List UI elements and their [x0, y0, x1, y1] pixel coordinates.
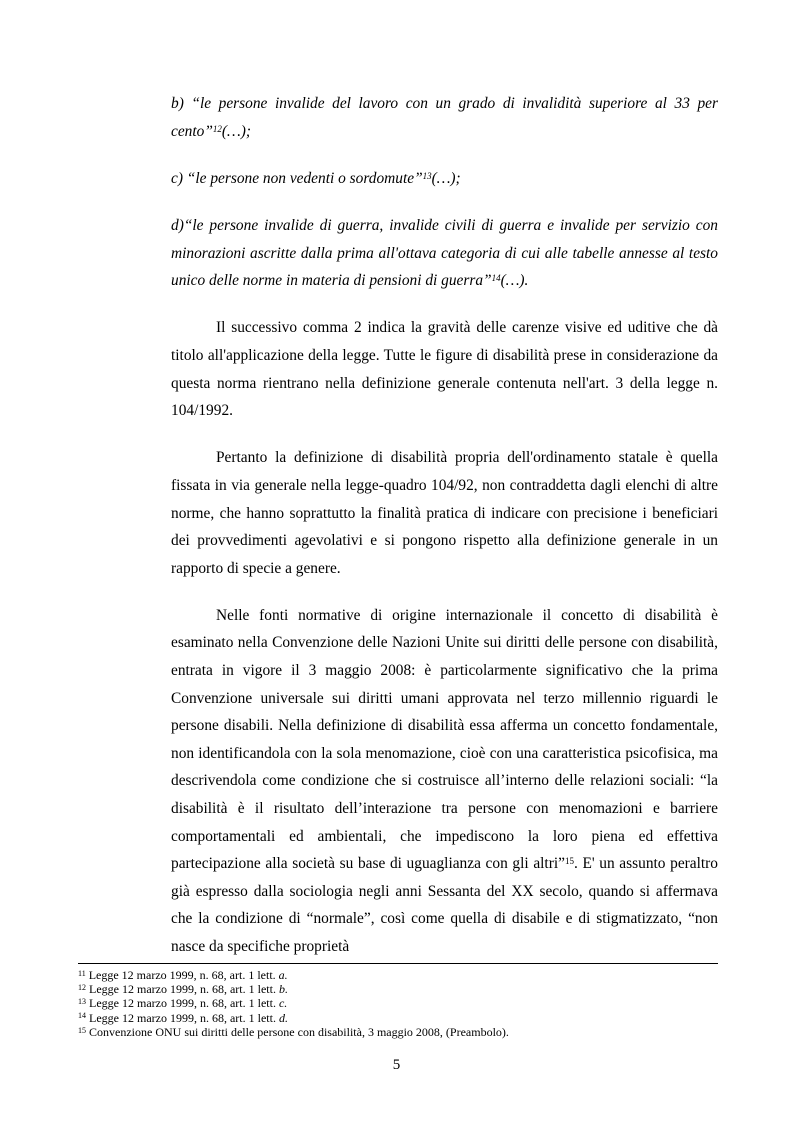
footnote-14: $^{14}$ Legge 12 marzo 1999, n. 68, art. 1 lett. d. — [78, 1010, 288, 1025]
footnote-15: $^{15}$ Convenzione ONU sui diritti delle persone con disabilità, 3 maggio 2008, (Preambolo). — [78, 1024, 509, 1039]
footnote-ref-14[interactable]: 14 — [491, 273, 501, 284]
footnote-ref-15[interactable]: 15 — [564, 856, 574, 867]
paragraph-fonti-internazionali: Nelle fonti normative di origine internazionale il concetto di disabilità è esaminato nella Convenzione delle Nazioni Unite sui diritti delle persone con disabilità, entrata in vigore il 3 maggio 2008: è particolarmente significativo che la prima Convenzione universale sui diritti umani approvata nel terzo millennio riguardi le persone disabili. Nella definizione di disabilità essa afferma un concetto fondamentale, non identificandola con la sola menomazione, cioè con una caratteristica psicofisica, ma descrivendola come condizione che si costruisce all’interno delle relazioni sociali: “la disabilità è il risultato dell’interazione tra persone con menomazioni e barriere comportamentali ed ambientali, che impediscono la loro piena ed effettiva partecipazione alla società su base di uguaglianza con gli altri”$^{15}$. E' un assunto peraltro già espresso dalla sociologia negli anni Sessanta del XX secolo, quando si affermava che la condizione di “normale”, così come quella di disabile e di stigmatizzato, “non nasce da specifiche proprietà — [171, 606, 718, 955]
list-item-d: d)“le persone invalide di guerra, invalide civili di guerra e invalide per servizio con minorazioni ascritte dalla prima all'ottava categoria di cui alle tabelle annesse al testo unico delle norme in materia di pensioni di guerra”$^{14}$(…). — [171, 216, 718, 290]
footnote-separator — [78, 963, 718, 964]
list-item-c: c) “le persone non vedenti o sordomute”$^{13}$(…); — [171, 169, 461, 187]
footnote-ref-13[interactable]: 13 — [422, 170, 432, 181]
paragraph-comma-2: Il successivo comma 2 indica la gravità delle carenze visive ed uditive che dà titolo all'applicazione della legge. Tutte le figure di disabilità prese in considerazione da questa norma rientrano nella definizione generale contenuta nell'art. 3 della legge n. 104/1992. — [171, 319, 718, 420]
footnote-11: $^{11}$ Legge 12 marzo 1999, n. 68, art. 1 lett. a. — [78, 968, 288, 982]
footnote-12: $^{12}$ Legge 12 marzo 1999, n. 68, art. 1 lett. b. — [78, 982, 288, 997]
footnotes — [78, 968, 738, 1039]
list-item-b: b) “le persone invalide del lavoro con un grado di invalidità superiore al 33 per cento”$^{12}$(…); — [171, 95, 718, 140]
footnote-13: $^{13}$ Legge 12 marzo 1999, n. 68, art. 1 lett. c. — [78, 996, 288, 1011]
paragraph-definizione: Pertanto la definizione di disabilità propria dell'ordinamento statale è quella fissata in via generale nella legge-quadro 104/92, non contraddetta dagli elenchi di altre norme, che hanno soprattutto la finalità pratica di indicare con precisione i beneficiari dei provvedimenti agevolativi e si pongono rispetto alla definizione generale in un rapporto di specie a genere. — [171, 449, 718, 577]
page-number: 5 — [392, 1057, 401, 1073]
body-text — [171, 90, 718, 961]
footnote-ref-12[interactable]: 12 — [212, 123, 222, 134]
